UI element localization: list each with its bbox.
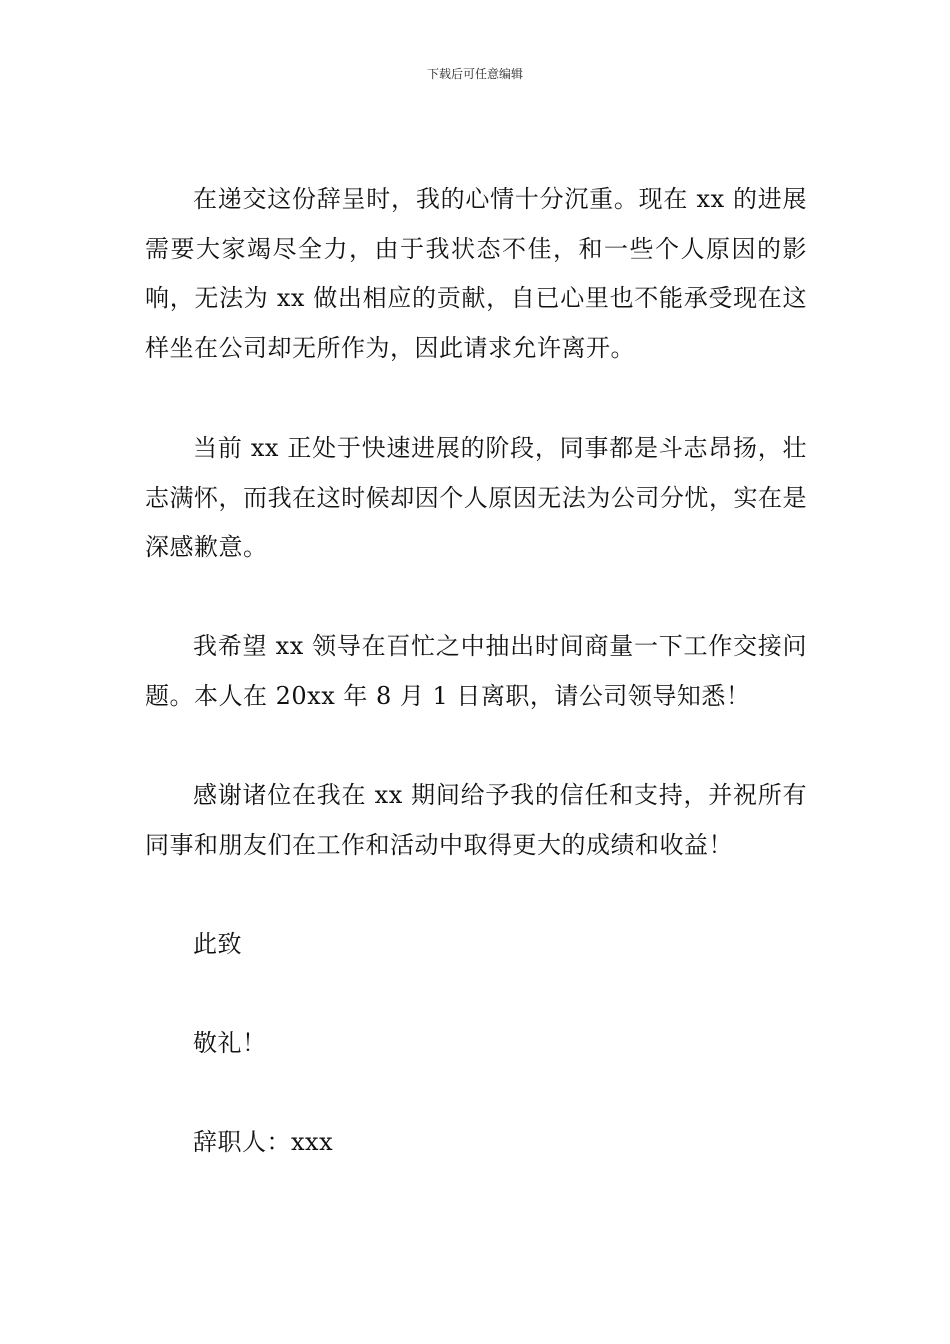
letter-signature: 辞职人：xxx	[193, 1128, 334, 1156]
letter-paragraph-3: 我希望 xx 领导在百忙之中抽出时间商量一下工作交接问题。本人在 20xx 年 8 月 1 日离职，请公司领导知悉！	[145, 632, 807, 710]
letter-closing: 此致	[193, 930, 242, 958]
letter-paragraph-4: 感谢诸位在我在 xx 期间给予我的信任和支持，并祝所有同事和朋友们在工作和活动中取得更大的成绩和收益！	[145, 781, 807, 859]
letter-paragraph-1: 在递交这份辞呈时，我的心情十分沉重。现在 xx 的进展需要大家竭尽全力，由于我状态不佳，和一些个人原因的影响，无法为 xx 做出相应的贡献，自已心里也不能承受现在这样坐在公司却无所作为，因此请求允许离开。	[145, 185, 807, 362]
letter-salute: 敬礼！	[193, 1029, 267, 1057]
header-note: 下载后可任意编辑	[426, 67, 523, 81]
letter-paragraph-2: 当前 xx 正处于快速进展的阶段，同事都是斗志昂扬，壮志满怀，而我在这时候却因个人原因无法为公司分忧，实在是深感歉意。	[145, 434, 807, 561]
